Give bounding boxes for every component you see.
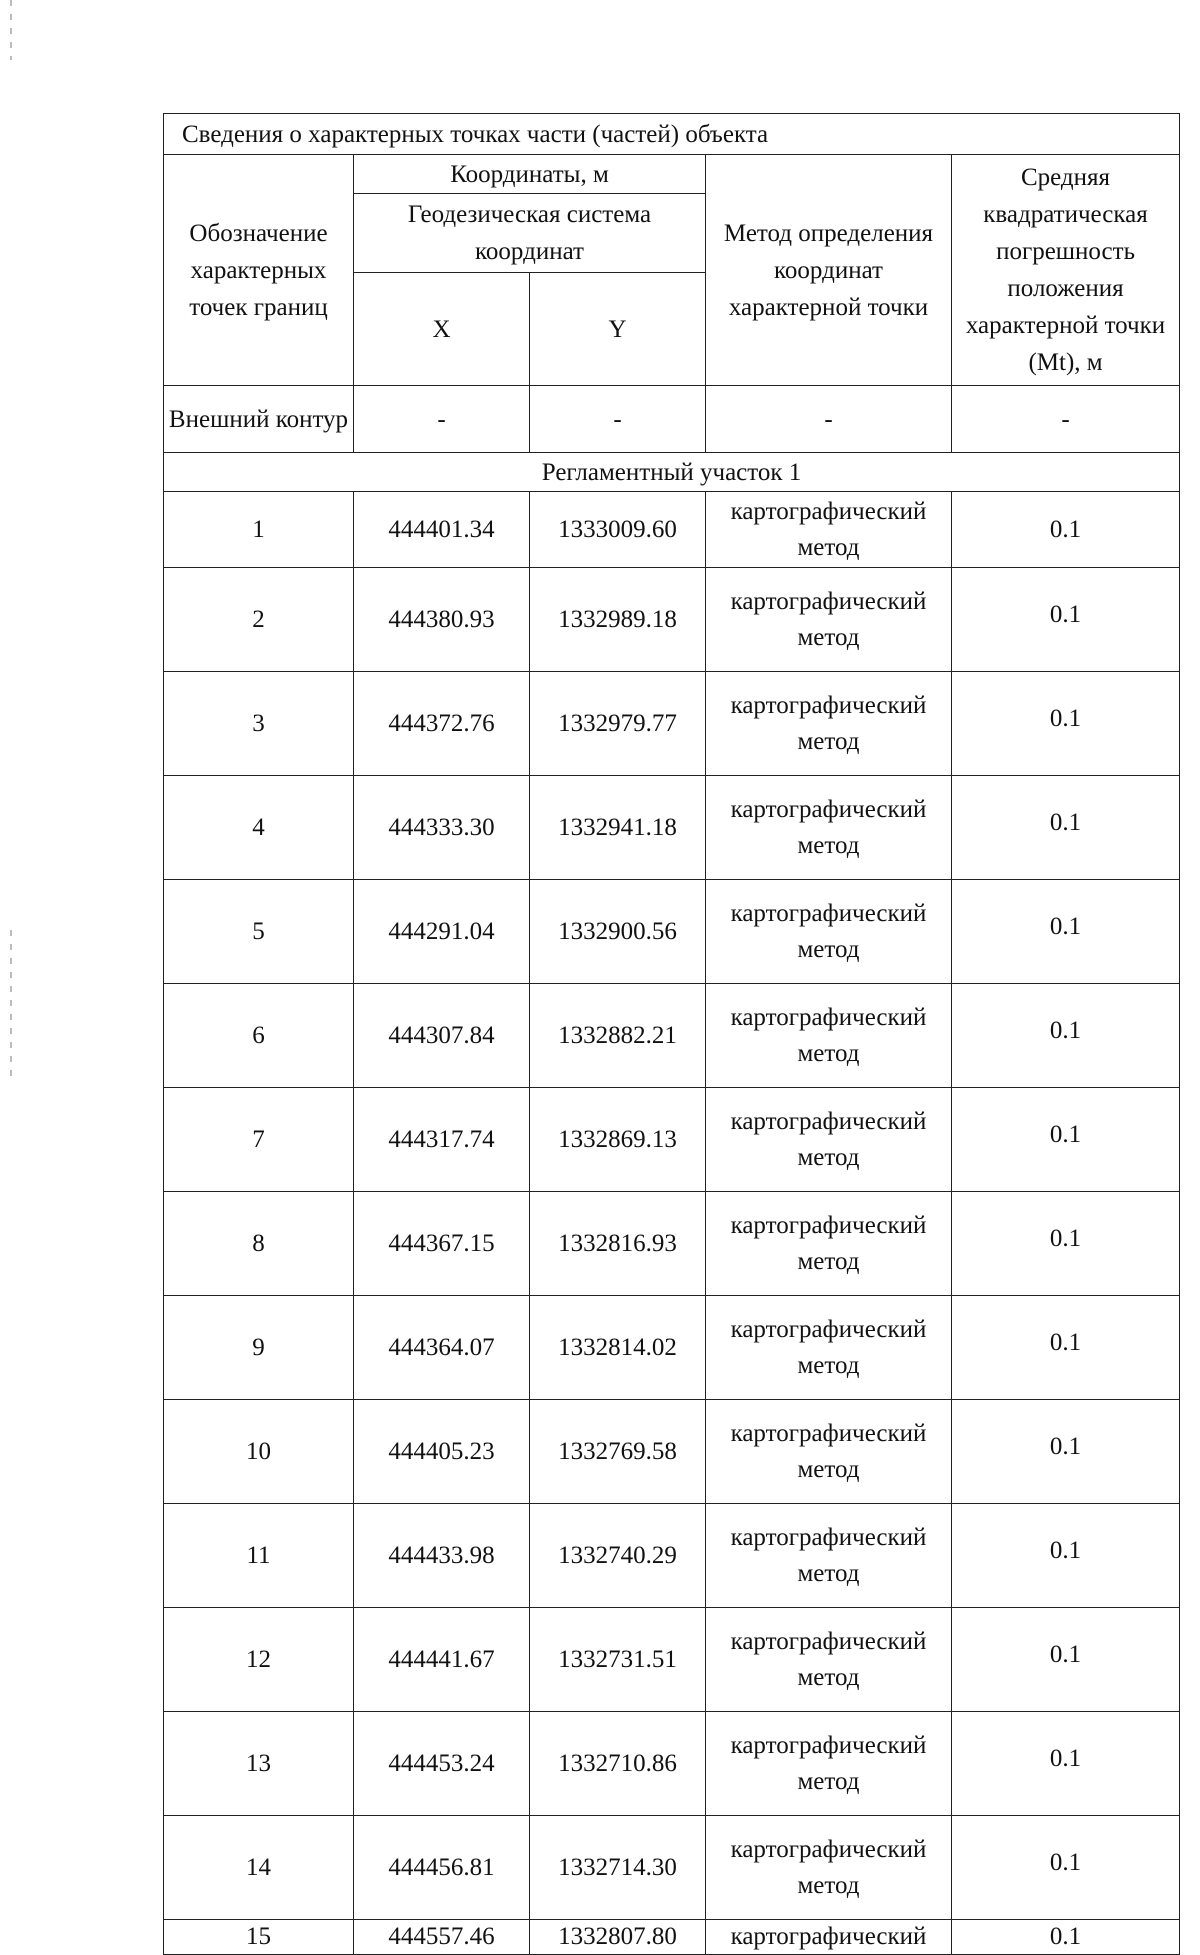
point-number: 13 xyxy=(164,1712,354,1816)
table-row xyxy=(164,880,1180,984)
point-error: 0.1 xyxy=(952,1192,1180,1296)
point-method: картографический метод xyxy=(706,1192,952,1296)
header-coordinates: Координаты, м xyxy=(354,155,706,194)
point-number: 15 xyxy=(164,1920,354,1955)
point-number: 3 xyxy=(164,672,354,776)
point-number: 7 xyxy=(164,1088,354,1192)
outer-contour-error: - xyxy=(952,386,1180,453)
point-number: 9 xyxy=(164,1296,354,1400)
point-x: 444433.98 xyxy=(354,1504,530,1608)
point-x: 444453.24 xyxy=(354,1712,530,1816)
table-row xyxy=(164,1504,1180,1608)
table-row xyxy=(164,492,1180,568)
point-number: 12 xyxy=(164,1608,354,1712)
table-row xyxy=(164,776,1180,880)
outer-contour-label: Внешний контур xyxy=(164,386,354,453)
point-method: картографический метод xyxy=(706,1088,952,1192)
point-x: 444333.30 xyxy=(354,776,530,880)
point-method: картографический метод xyxy=(706,1504,952,1608)
point-x: 444405.23 xyxy=(354,1400,530,1504)
table-row xyxy=(164,1088,1180,1192)
scan-edge-marks xyxy=(10,0,12,60)
point-error: 0.1 xyxy=(952,672,1180,776)
points-table xyxy=(163,113,1180,1955)
point-number: 14 xyxy=(164,1816,354,1920)
point-error: 0.1 xyxy=(952,776,1180,880)
header-error: Средняя квадратическая погрешность положения характерной точки (Mt), м xyxy=(952,155,1180,386)
header-y: Y xyxy=(530,273,706,386)
point-x: 444441.67 xyxy=(354,1608,530,1712)
point-method: картографический метод xyxy=(706,1296,952,1400)
outer-contour-y: - xyxy=(530,386,706,453)
point-x: 444307.84 xyxy=(354,984,530,1088)
header-geodetic-system: Геодезическая система координат xyxy=(354,194,706,273)
point-method: картографический метод xyxy=(706,1816,952,1920)
point-x: 444367.15 xyxy=(354,1192,530,1296)
point-number: 5 xyxy=(164,880,354,984)
point-method: картографический метод xyxy=(706,1400,952,1504)
point-x: 444557.46 xyxy=(354,1920,530,1955)
point-y: 1332714.30 xyxy=(530,1816,706,1920)
table-row xyxy=(164,984,1180,1088)
point-number: 8 xyxy=(164,1192,354,1296)
point-number: 11 xyxy=(164,1504,354,1608)
point-y: 1332989.18 xyxy=(530,568,706,672)
point-x: 444364.07 xyxy=(354,1296,530,1400)
point-error: 0.1 xyxy=(952,1400,1180,1504)
point-x: 444380.93 xyxy=(354,568,530,672)
point-error: 0.1 xyxy=(952,492,1180,568)
point-error: 0.1 xyxy=(952,1608,1180,1712)
point-y: 1332900.56 xyxy=(530,880,706,984)
header-method: Метод определения координат характерной точки xyxy=(706,155,952,386)
section-title: Регламентный участок 1 xyxy=(164,453,1180,492)
point-method: картографический метод xyxy=(706,776,952,880)
point-y: 1332807.80 xyxy=(530,1920,706,1955)
point-y: 1332731.51 xyxy=(530,1608,706,1712)
point-error: 0.1 xyxy=(952,1088,1180,1192)
outer-contour-row xyxy=(164,386,1180,453)
point-error: 0.1 xyxy=(952,1296,1180,1400)
table-title-row xyxy=(164,114,1180,155)
outer-contour-method: - xyxy=(706,386,952,453)
point-x: 444372.76 xyxy=(354,672,530,776)
header-designation: Обозначение характерных точек границ xyxy=(164,155,354,386)
point-x: 444401.34 xyxy=(354,492,530,568)
point-y: 1332740.29 xyxy=(530,1504,706,1608)
point-y: 1332882.21 xyxy=(530,984,706,1088)
point-y: 1332816.93 xyxy=(530,1192,706,1296)
table-row xyxy=(164,1712,1180,1816)
point-x: 444456.81 xyxy=(354,1816,530,1920)
table-row xyxy=(164,1816,1180,1920)
point-error: 0.1 xyxy=(952,1920,1180,1955)
point-y: 1332769.58 xyxy=(530,1400,706,1504)
table-title: Сведения о характерных точках части (частей) объекта xyxy=(164,114,1180,155)
table-row xyxy=(164,568,1180,672)
table-row xyxy=(164,1608,1180,1712)
point-method: картографический метод xyxy=(706,984,952,1088)
point-y: 1333009.60 xyxy=(530,492,706,568)
header-row-1 xyxy=(164,155,1180,194)
point-method: картографический метод xyxy=(706,492,952,568)
point-x: 444317.74 xyxy=(354,1088,530,1192)
point-y: 1332941.18 xyxy=(530,776,706,880)
point-method: картографический метод xyxy=(706,1712,952,1816)
table-row xyxy=(164,1400,1180,1504)
point-method: картографический xyxy=(706,1920,952,1955)
point-number: 1 xyxy=(164,492,354,568)
point-number: 10 xyxy=(164,1400,354,1504)
point-y: 1332710.86 xyxy=(530,1712,706,1816)
point-number: 6 xyxy=(164,984,354,1088)
point-number: 4 xyxy=(164,776,354,880)
point-error: 0.1 xyxy=(952,984,1180,1088)
point-method: картографический метод xyxy=(706,880,952,984)
point-x: 444291.04 xyxy=(354,880,530,984)
point-method: картографический метод xyxy=(706,672,952,776)
point-error: 0.1 xyxy=(952,1712,1180,1816)
outer-contour-x: - xyxy=(354,386,530,453)
point-error: 0.1 xyxy=(952,1816,1180,1920)
point-method: картографический метод xyxy=(706,1608,952,1712)
table-row xyxy=(164,672,1180,776)
point-y: 1332869.13 xyxy=(530,1088,706,1192)
point-y: 1332814.02 xyxy=(530,1296,706,1400)
section-row xyxy=(164,453,1180,492)
table-row xyxy=(164,1296,1180,1400)
header-x: X xyxy=(354,273,530,386)
point-error: 0.1 xyxy=(952,880,1180,984)
table-row xyxy=(164,1920,1180,1955)
table-row xyxy=(164,1192,1180,1296)
scan-edge-marks xyxy=(10,930,12,1080)
point-method: картографический метод xyxy=(706,568,952,672)
point-error: 0.1 xyxy=(952,568,1180,672)
point-number: 2 xyxy=(164,568,354,672)
point-error: 0.1 xyxy=(952,1504,1180,1608)
point-y: 1332979.77 xyxy=(530,672,706,776)
